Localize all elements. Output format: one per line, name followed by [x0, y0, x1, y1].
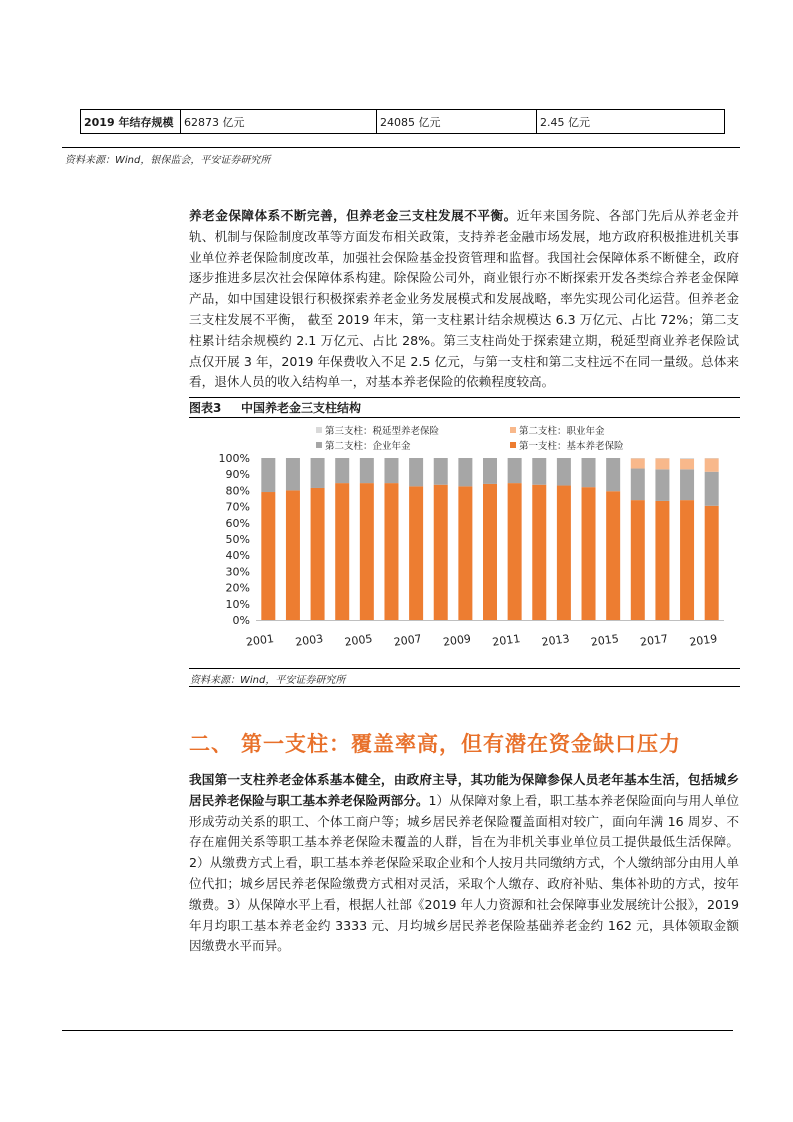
x-tick-label: 2015: [590, 632, 620, 649]
bar-segment: [458, 458, 472, 486]
x-tick-label: 2011: [491, 632, 522, 649]
legend-swatch: [510, 442, 516, 448]
legend-label: 第二支柱：职业年金: [519, 426, 605, 437]
paragraph-pension-overview: [189, 206, 739, 393]
bar-segment: [458, 486, 472, 620]
y-tick-label: 10%: [225, 597, 250, 611]
section-title: 第一支柱：覆盖率高，但有潜在资金缺口压力: [241, 732, 681, 756]
figure-number: 图表3: [189, 401, 222, 415]
legend-label: 第一支柱：基本养老保险: [519, 441, 624, 452]
pension-structure-chart: [189, 418, 740, 666]
summary-table-row: [80, 109, 725, 134]
paragraph-lead: 养老金保障体系不断完善，但养老金三支柱发展不平衡。: [189, 208, 517, 223]
bar-segment: [360, 458, 374, 483]
x-tick-label: 2009: [442, 632, 472, 649]
bar-segment: [532, 485, 546, 620]
y-tick-label: 30%: [225, 565, 250, 579]
bar-segment: [606, 458, 620, 491]
x-tick-label: 2001: [245, 632, 275, 649]
x-tick-label: 2005: [343, 632, 374, 649]
paragraph-body: 1）从保障对象上看，职工基本养老保险面向与用人单位形成劳动关系的职工、个体工商户等；城乡居民养老保险覆盖面相对较广，面向年满 16 周岁、不存在雇佣关系等职工基本养老保险未覆盖的人群，旨在为非机关事业单位员工提供最低生活保障。2）从缴费方式上看，职工基本养老保险采取企业和个人按月共同缴纳方式，个人缴纳部分由用人单位代扣；城乡居民养老保险缴费方式相对灵活，采取个人缴存、政府补贴、集体补助的方式，按年缴费。3）从保障水平上看，根据人社部《2019 年人力资源和社会保障事业发展统计公报》，2019 年月均职工基本养老金约 3333 元、月均城乡居民养老保险基础养老金约 162 元，具体领取金额因缴费水平而异。: [189, 792, 739, 954]
bar-segment: [261, 458, 275, 492]
bar-segment: [532, 458, 546, 485]
bar-segment: [631, 469, 645, 501]
section-heading: [189, 728, 681, 758]
bar-segment: [384, 458, 398, 483]
bar-segment: [680, 500, 694, 620]
bar-segment: [434, 458, 448, 485]
bar-segment: [680, 458, 694, 459]
y-tick-label: 50%: [225, 533, 250, 546]
y-tick-label: 90%: [225, 468, 250, 482]
y-tick-label: 100%: [218, 452, 250, 465]
bar-segment: [606, 491, 620, 620]
y-tick-label: 40%: [225, 549, 250, 563]
x-tick-label: 2003: [294, 632, 324, 649]
bar-segment: [705, 506, 719, 620]
bar-segment: [582, 458, 596, 487]
bar-segment: [705, 458, 719, 471]
legend-label: 第三支柱：税延型养老保险: [325, 426, 440, 437]
legend-label: 第二支柱：企业年金: [325, 441, 411, 452]
bar-segment: [434, 485, 448, 620]
footer-rule: [62, 1030, 733, 1031]
figure-title: [189, 399, 361, 416]
bar-segment: [311, 488, 325, 620]
figure-caption: 中国养老金三支柱结构: [241, 401, 362, 415]
divider: [62, 147, 740, 148]
table-cell-pillar3: 2.45 亿元: [540, 115, 590, 129]
bar-segment: [409, 458, 423, 486]
bar-segment: [631, 500, 645, 620]
section-number: 二、: [189, 732, 233, 756]
x-tick-label: 2019: [688, 632, 719, 649]
y-tick-label: 20%: [225, 581, 250, 595]
figure-bottom-rule: [189, 668, 740, 669]
bar-segment: [483, 484, 497, 620]
bar-segment: [508, 483, 522, 620]
divider: [189, 686, 740, 687]
legend-swatch: [316, 427, 322, 433]
bar-segment: [261, 492, 275, 620]
bar-segment: [384, 483, 398, 620]
y-tick-label: 70%: [225, 500, 250, 514]
x-tick-label: 2013: [540, 632, 571, 649]
figure-source-note: 资料来源：Wind，平安证券研究所: [190, 675, 346, 686]
table-cell-pillar2: 24085 亿元: [377, 110, 537, 133]
bar-segment: [557, 458, 571, 486]
x-tick-label: 2017: [639, 632, 669, 649]
bar-segment: [286, 490, 300, 620]
bar-segment: [409, 486, 423, 620]
bar-segment: [335, 483, 349, 620]
bar-segment: [655, 469, 669, 501]
bar-segment: [557, 486, 571, 620]
x-tick-label: 2007: [392, 632, 423, 649]
bar-segment: [680, 469, 694, 500]
paragraph-body: 近年来国务院、各部门先后从养老金并轨、机制与保险制度改革等方面发布相关政策，支持养老金融市场发展，地方政府积极推进机关事业单位养老保险制度改革，加强社会保险基金投资管理和监督。我国社会保障体系不断健全，政府逐步推进多层次社会保障体系构建。除保险公司外，商业银行亦不断探索开发各类综合养老金保障产品，如中国建设银行积极探索养老金业务发展模式和发展战略，率先实现公司化运营。但养老金三支柱发展不平衡， 截至 2019 年末，第一支柱累计结余规模达 6.3 万亿元、占比 72%；第二支柱累计结余规模约 2.1 万亿元、占比 28%。第三支柱尚处于探索建立期，税延型商业养老保险试点仅开展 3 年，2019 年保费收入不足 2.5 亿元，与第一支柱和第二支柱远不在同一量级。总体来看，退休人员的收入结构单一，对基本养老保险的依赖程度较高。: [189, 208, 740, 390]
bar-segment: [655, 458, 669, 469]
bar-segment: [680, 459, 694, 469]
bar-segment: [705, 472, 719, 506]
bar-segment: [655, 501, 669, 620]
bar-segment: [335, 458, 349, 483]
paragraph-first-pillar: [189, 770, 739, 957]
y-tick-label: 0%: [232, 614, 250, 627]
y-tick-label: 80%: [225, 484, 250, 498]
figure-top-rule: [189, 397, 740, 398]
bar-segment: [360, 483, 374, 620]
source-note: 资料来源：Wind，银保监会，平安证券研究所: [65, 155, 271, 166]
bar-segment: [508, 458, 522, 483]
bar-segment: [286, 458, 300, 490]
bar-segment: [483, 458, 497, 484]
table-cell-pillar1: 62873 亿元: [181, 110, 377, 133]
paragraph-lead: 我国第一支柱养老金体系基本健全，由政府主导，其功能为保障参保人员老年基本生活，包括城乡居民养老保险与职工基本养老保险两部分。: [189, 772, 739, 808]
legend-swatch: [510, 427, 516, 433]
legend-swatch: [316, 442, 322, 448]
table-row-label: 2019 年结存规模: [81, 110, 181, 133]
bar-segment: [582, 487, 596, 620]
y-tick-label: 60%: [225, 516, 250, 530]
chart-legend: [316, 425, 624, 452]
bar-segment: [631, 458, 645, 468]
bar-segment: [311, 458, 325, 488]
